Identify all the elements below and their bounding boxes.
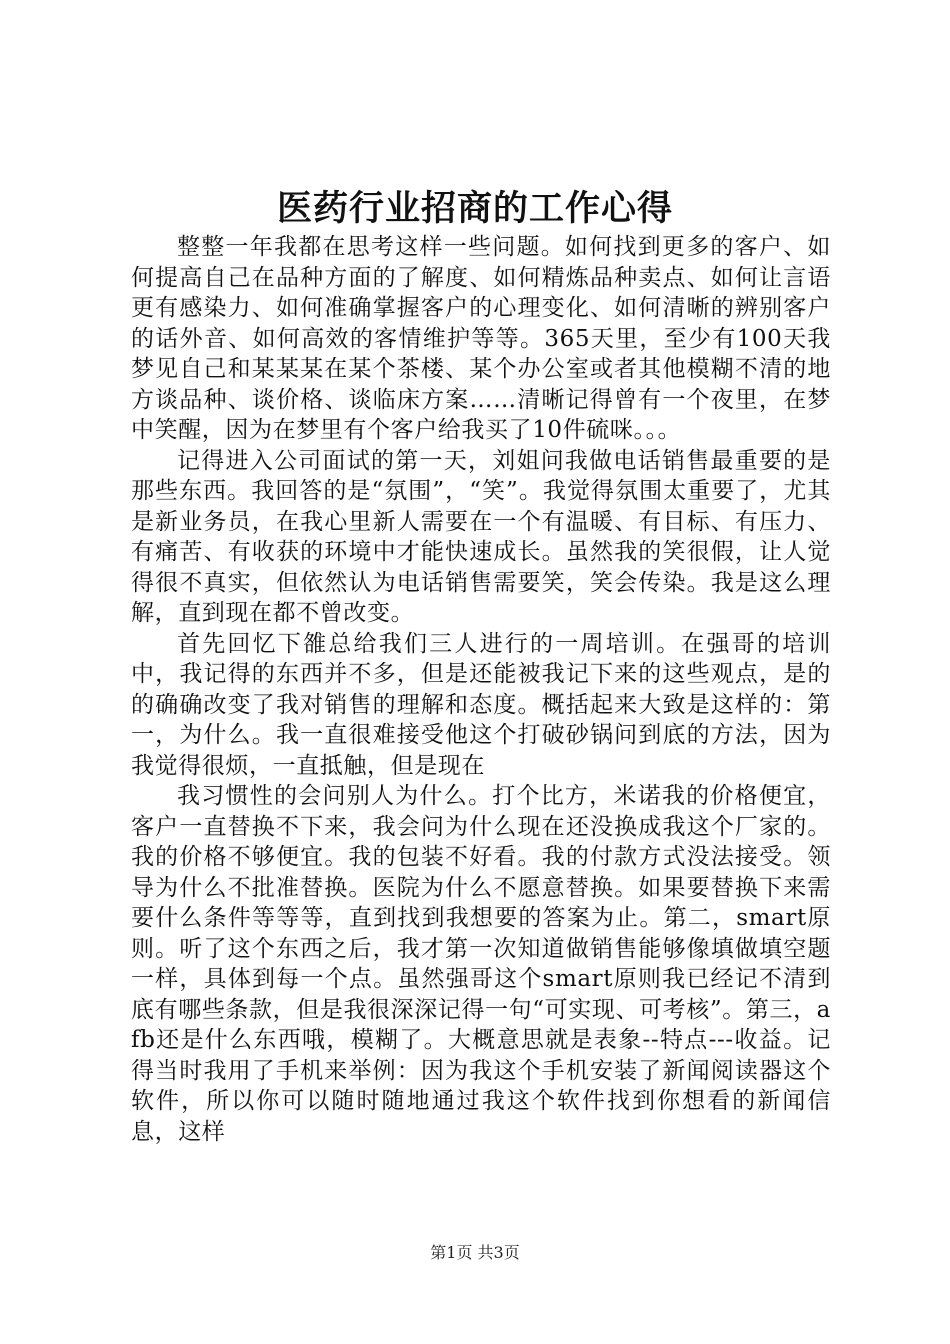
document-title: 医药行业招商的工作心得 [276,188,673,229]
paragraph-1: 整整一年我都在思考这样一些问题。如何找到更多的客户、如何提高自己在品种方面的了解度、如何精炼品种卖点、如何让言语更有感染力、如何准确掌握客户的心理变化、如何清晰的辨别客户的话外音、如何高效的客情维护等等。365天里，至少有100天我梦见自己和某某某在某个茶楼、某个办公室或者其他模糊不清的地方谈品种、谈价格、谈临床方案……清晰记得曾有一个夜里，在梦中笑醒，因为在梦里有个客户给我买了10件硫咪。。。 [131,234,831,443]
document-body [131,232,831,1147]
paragraph-4: 我习惯性的会问别人为什么。打个比方，米诺我的价格便宜，客户一直替换不下来，我会问为什么现在还没换成我这个厂家的。我的价格不够便宜。我的包装不好看。我的付款方式没法接受。领导为什么不批准替换。医院为什么不愿意替换。如果要替换下来需要什么条件等等等，直到找到我想要的答案为止。第二，smart原则。听了这个东西之后，我才第一次知道做销售能够像填做填空题一样，具体到每一个点。虽然强哥这个smart原则我已经记不清到底有哪些条款，但是我很深深记得一句“可实现、可考核”。第三，afb还是什么东西哦，模糊了。大概意思就是表象--特点---收益。记得当时我用了手机来举例：因为我这个手机安装了新闻阅读器这个软件，所以你可以随时随地通过我这个软件找到你想看的新闻信息，这样 [131,783,831,1145]
paragraph-2: 记得进入公司面试的第一天，刘姐问我做电话销售最重要的是那些东西。我回答的是“氛围”，“笑”。我觉得氛围太重要了，尤其是新业务员，在我心里新人需要在一个有温暖、有目标、有压力、有痛苦、有收获的环境中才能快速成长。虽然我的笑很假，让人觉得很不真实，但依然认为电话销售需要笑，笑会传染。我是这么理解，直到现在都不曾改变。 [131,447,831,626]
page-footer: 第1页 共3页 [430,1243,520,1262]
paragraph-3: 首先回忆下雒总给我们三人进行的一周培训。在强哥的培训中，我记得的东西并不多，但是还能被我记下来的这些观点，是的的确确改变了我对销售的理解和态度。概括起来大致是这样的：第一，为什么。我一直很难接受他这个打破砂锅问到底的方法，因为我觉得很烦，一直抵触，但是现在 [131,630,831,779]
